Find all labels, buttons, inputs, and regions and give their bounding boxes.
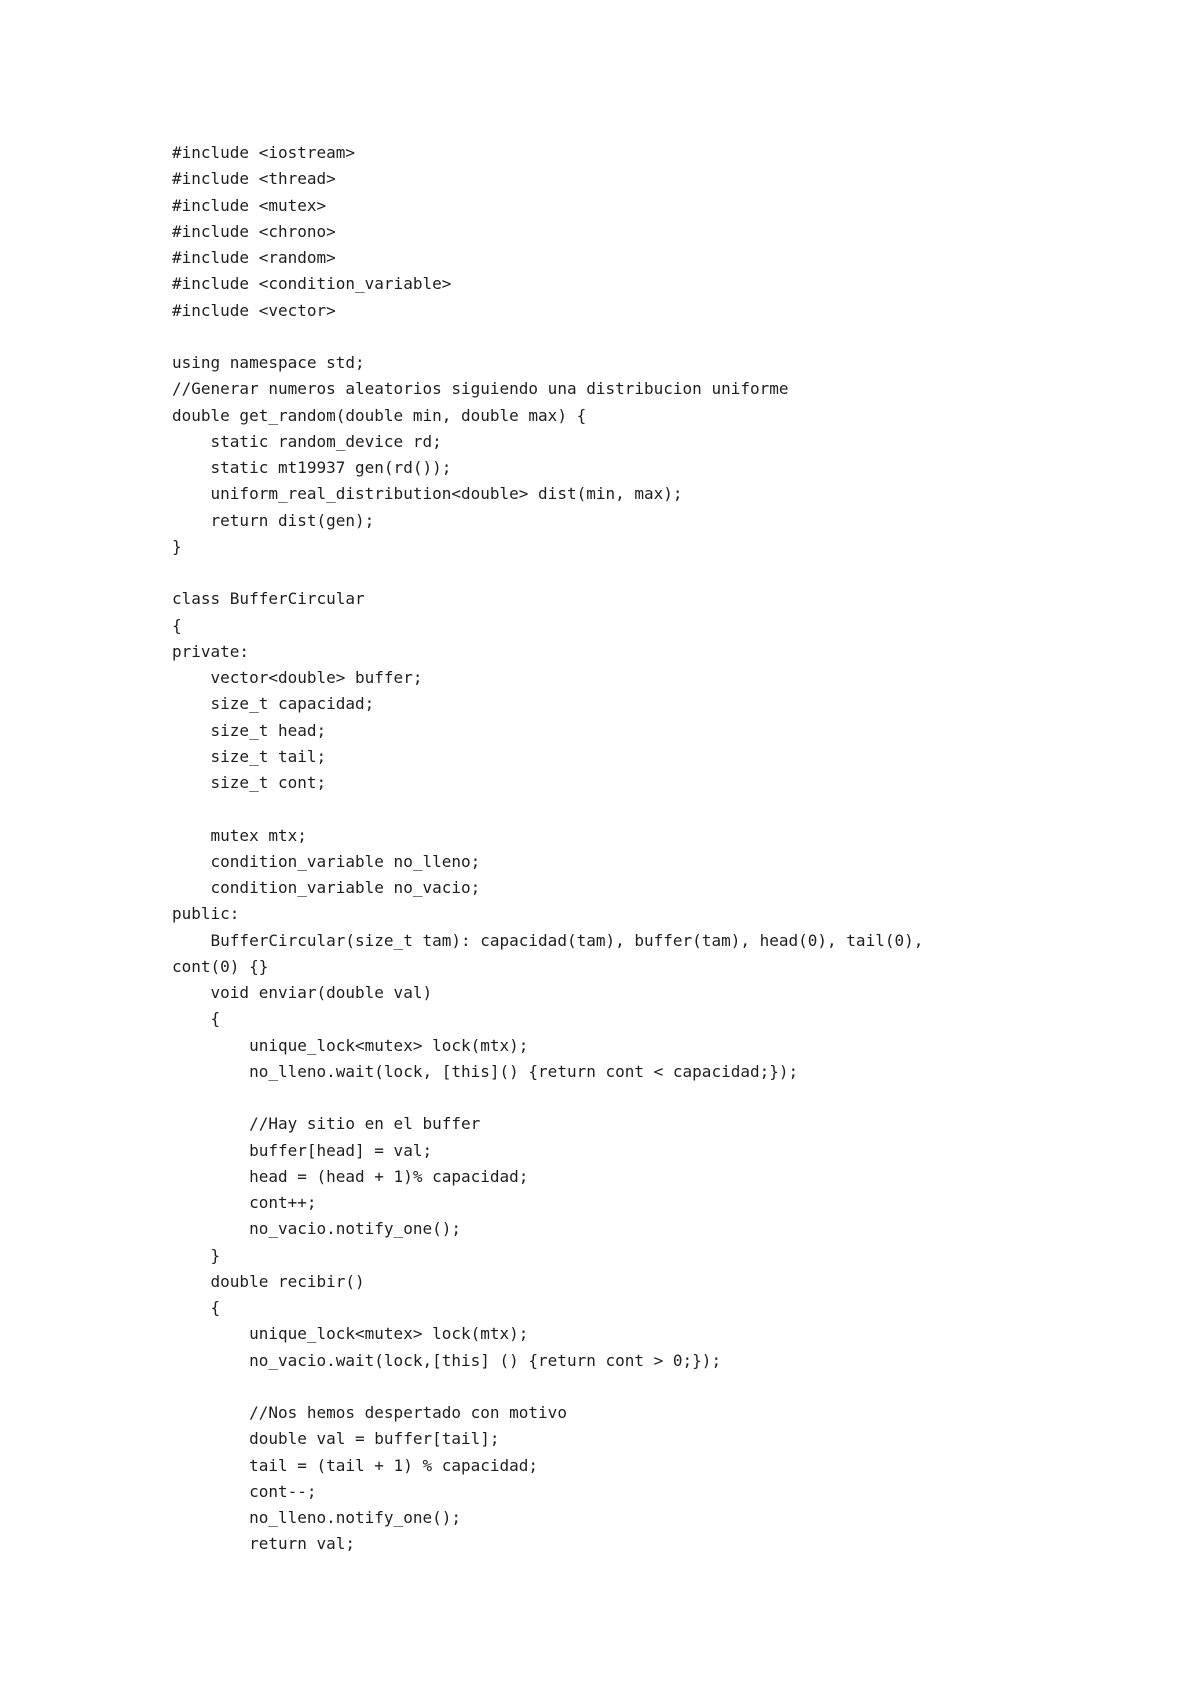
code-line: [172, 1374, 1072, 1400]
code-line: unique_lock<mutex> lock(mtx);: [172, 1324, 529, 1344]
code-line: //Hay sitio en el buffer: [172, 1114, 481, 1134]
code-line: {: [172, 1298, 221, 1317]
code-line: head = (head + 1)% capacidad;: [172, 1166, 529, 1186]
code-line: tail = (tail + 1) % capacidad;: [172, 1455, 539, 1475]
code-line: #include <vector>: [172, 300, 336, 320]
code-line: #include <random>: [172, 248, 336, 267]
code-line: public:: [172, 904, 240, 924]
code-line: size_t tail;: [172, 746, 327, 766]
code-line: no_lleno.wait(lock, [this]() {return cont < capacidad;});: [172, 1061, 799, 1081]
code-line: #include <chrono>: [172, 221, 336, 241]
code-line: #include <condition_variable>: [172, 274, 452, 294]
code-line: using namespace std;: [172, 353, 365, 372]
code-line: size_t capacidad;: [172, 694, 375, 714]
code-line: }: [172, 1245, 221, 1265]
code-line: double val = buffer[tail];: [172, 1429, 500, 1449]
code-line: cont(0) {}: [172, 956, 269, 976]
code-line: mutex mtx;: [172, 825, 307, 845]
code-line: [172, 560, 1072, 586]
code-line: return dist(gen);: [172, 510, 375, 530]
code-line: #include <thread>: [172, 169, 336, 189]
code-line: size_t cont;: [172, 773, 327, 792]
code-line: //Nos hemos despertado con motivo: [172, 1403, 567, 1422]
code-line: double recibir(): [172, 1271, 365, 1291]
code-line: #include <iostream>: [172, 143, 356, 162]
code-line: uniform_real_distribution<double> dist(min, max);: [172, 484, 683, 504]
code-line: no_vacio.wait(lock,[this] () {return cont > 0;});: [172, 1350, 722, 1370]
code-line: no_lleno.notify_one();: [172, 1508, 461, 1527]
code-line: static mt19937 gen(rd());: [172, 458, 452, 477]
code-line: [172, 1085, 1072, 1111]
code-line: double get_random(double min, double max) {: [172, 405, 587, 425]
code-line: condition_variable no_lleno;: [172, 851, 481, 871]
code-line: cont++;: [172, 1193, 317, 1212]
code-line: private:: [172, 641, 250, 661]
code-line: void enviar(double val): [172, 983, 433, 1002]
code-listing: [172, 140, 1072, 1558]
code-line: {: [172, 1009, 221, 1029]
code-line: unique_lock<mutex> lock(mtx);: [172, 1035, 529, 1055]
code-line: vector<double> buffer;: [172, 668, 423, 687]
code-line: no_vacio.notify_one();: [172, 1219, 461, 1239]
code-line: BufferCircular(size_t tam): capacidad(tam), buffer(tam), head(0), tail(0),: [172, 930, 924, 950]
code-line: [172, 796, 1072, 822]
code-line: cont--;: [172, 1481, 317, 1501]
code-line: #include <mutex>: [172, 195, 327, 215]
code-line: class BufferCircular: [172, 589, 365, 609]
code-line: [172, 324, 1072, 350]
code-line: //Generar numeros aleatorios siguiendo una distribucion uniforme: [172, 379, 789, 399]
code-line: size_t head;: [172, 720, 327, 740]
code-line: {: [172, 615, 182, 635]
code-line: }: [172, 536, 182, 556]
code-line: buffer[head] = val;: [172, 1140, 433, 1160]
code-line: condition_variable no_vacio;: [172, 878, 481, 897]
code-line: return val;: [172, 1534, 356, 1554]
code-line: static random_device rd;: [172, 431, 442, 451]
